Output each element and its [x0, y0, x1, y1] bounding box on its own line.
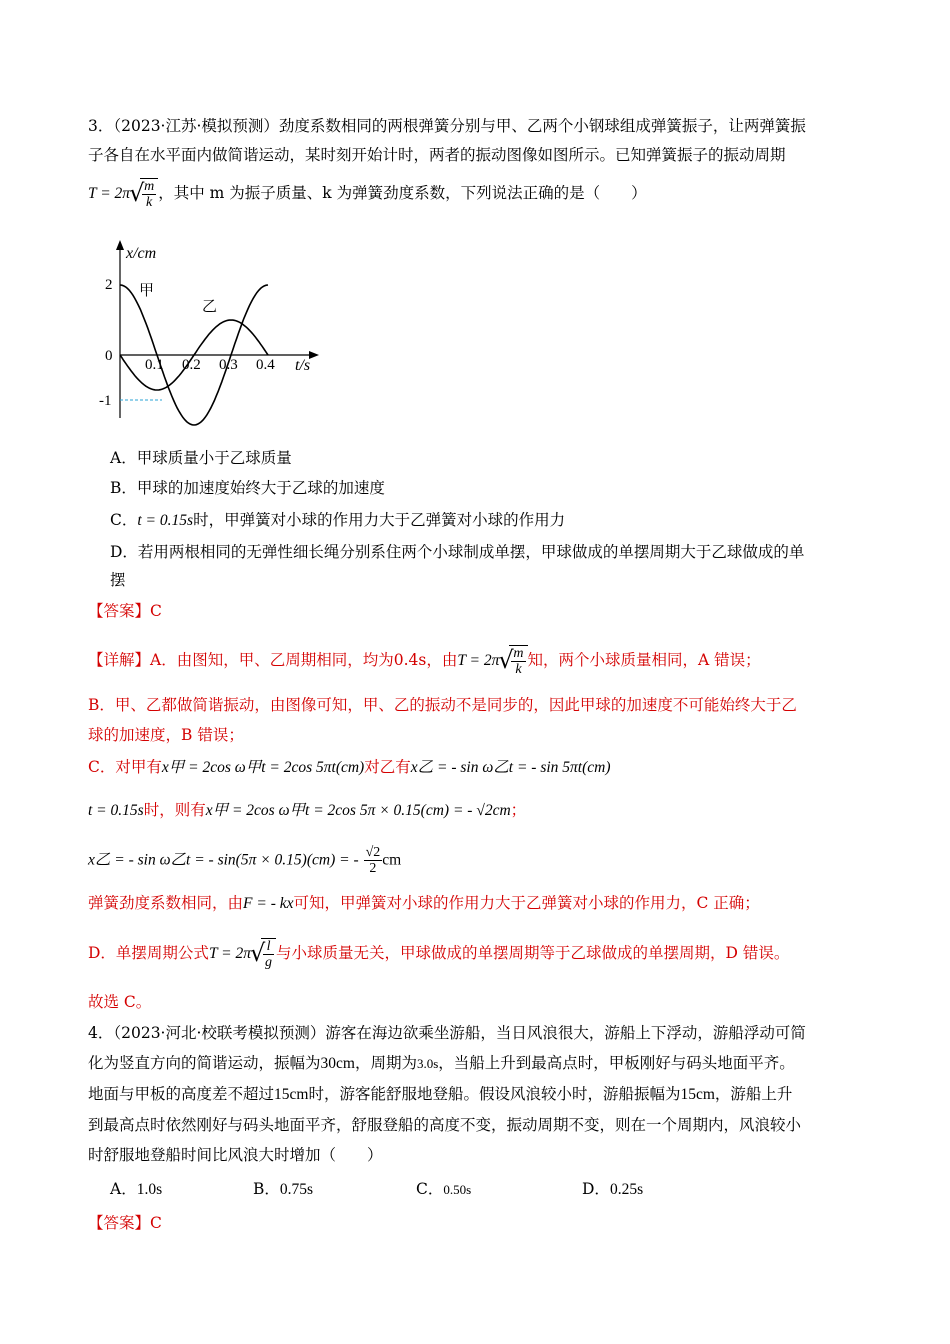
q3-stem-line3: T = 2π √ $\frac{m}{k}$ ，其中 m 为振子质量、k 为弹簧劲度系数，下列说法正确的是（ ）: [88, 178, 647, 210]
q3-detail-c-line2: t = 0.15s时，则有x甲 = 2cos ω甲t = 2cos 5π × 0.15(cm) = - √2cm；: [88, 801, 527, 819]
q4-option-a: A．1.0s: [110, 1180, 163, 1198]
x-tick-0.4: 0.4: [256, 357, 275, 373]
period-formula: T = 2π: [88, 185, 131, 202]
q3-option-d-line1: D．若用两根相同的无弹性细长绳分别系住两个小球制成单摆，甲球做成的单摆周期大于乙球做成的单: [110, 543, 805, 561]
q3-detail-c-line3: x乙 = - sin ω乙t = - sin(5π × 0.15)(cm) = - $\frac{√2}{2}$ cm: [88, 845, 402, 876]
q3-detail-d: D．单摆周期公式T = 2π √ $\frac{l}{g}$ 与小球质量无关，甲球做成的单摆周期等于乙球做成的单摆周期，D 错误。: [88, 938, 789, 970]
q3-option-a: A．甲球质量小于乙球质量: [110, 449, 292, 467]
q3-option-c: C．t = 0.15s时，甲弹簧对小球的作用力大于乙弹簧对小球的作用力: [110, 511, 566, 529]
q4-option-d: D．0.25s: [582, 1180, 644, 1198]
q3-stem-line1: 3．（2023·江苏·模拟预测）劲度系数相同的两根弹簧分别与甲、乙两个小钢球组成弹簧振子，让两弹簧振: [88, 117, 806, 135]
x-tick-0.3: 0.3: [219, 357, 238, 373]
y-tick-2: 2: [105, 277, 113, 293]
label-jia: 甲: [139, 281, 155, 299]
q4-stem-line2: 化为竖直方向的简谐运动，振幅为30cm，周期为3.0s，当船上升到最高点时，甲板刚好与码头地面平齐。: [88, 1054, 795, 1072]
label-yi: 乙: [202, 297, 218, 315]
y-tick-neg1: -1: [99, 393, 112, 409]
y-tick-0: 0: [105, 348, 113, 364]
q3-answer: 【答案】C: [88, 602, 162, 620]
q3-detail-c-line4: 弹簧劲度系数相同，由F = - kx可知，甲弹簧对小球的作用力大于乙弹簧对小球的作用力，C 正确；: [88, 894, 760, 912]
x-axis-label: t/s: [295, 357, 311, 374]
q4-option-b: B．0.75s: [253, 1180, 314, 1198]
q4-answer: 【答案】C: [88, 1214, 162, 1232]
q4-option-c: C．0.50s: [416, 1180, 472, 1198]
q4-stem-line4: 到最高点时依然刚好与码头地面平齐，舒服登船的高度不变，振动周期不变，则在一个周期内，风浪较小: [88, 1116, 802, 1134]
x-tick-0.1: 0.1: [145, 357, 164, 373]
sqrt-sign: √ $\frac{m}{k}$: [140, 178, 158, 210]
q3-stem-line2: 子各自在水平面内做简谐运动，某时刻开始计时，两者的振动图像如图所示。已知弹簧振子的振动周期: [88, 146, 786, 164]
q3-option-d-line2: 摆: [110, 571, 126, 589]
q4-stem-line5: 时舒服地登船时间比风浪大时增加（ ）: [88, 1146, 383, 1164]
x-tick-0.2: 0.2: [182, 357, 201, 373]
y-axis-label: x/cm: [126, 245, 157, 262]
q3-detail-b-line1: B．甲、乙都做简谐振动，由图像可知，甲、乙的振动不是同步的，因此甲球的加速度不可能始终大于乙: [88, 696, 797, 714]
q3-conclusion: 故选 C。: [88, 993, 152, 1011]
q3-detail-c-line1: C．对甲有x甲 = 2cos ω甲t = 2cos 5πt(cm)对乙有x乙 = - sin ω乙t = - sin 5πt(cm): [88, 758, 611, 776]
q3-option-b: B．甲球的加速度始终大于乙球的加速度: [110, 479, 385, 497]
q4-stem-line1: 4．（2023·河北·校联考模拟预测）游客在海边欲乘坐游船，当日风浪很大，游船上下浮动，游船浮动可简: [88, 1024, 806, 1042]
vibration-graph: [95, 238, 335, 438]
q4-stem-line3: 地面与甲板的高度差不超过15cm时，游客能舒服地登船。假设风浪较小时，游船振幅为15cm，游船上升: [88, 1085, 793, 1103]
q3-detail-b-line2: 球的加速度，B 错误；: [88, 726, 244, 744]
q3-detail-a: 【详解】A．由图知，甲、乙周期相同，均为0.4s，由T = 2π √ $\frac{m}{k}$ 知，两个小球质量相同，A 错误；: [88, 645, 761, 677]
